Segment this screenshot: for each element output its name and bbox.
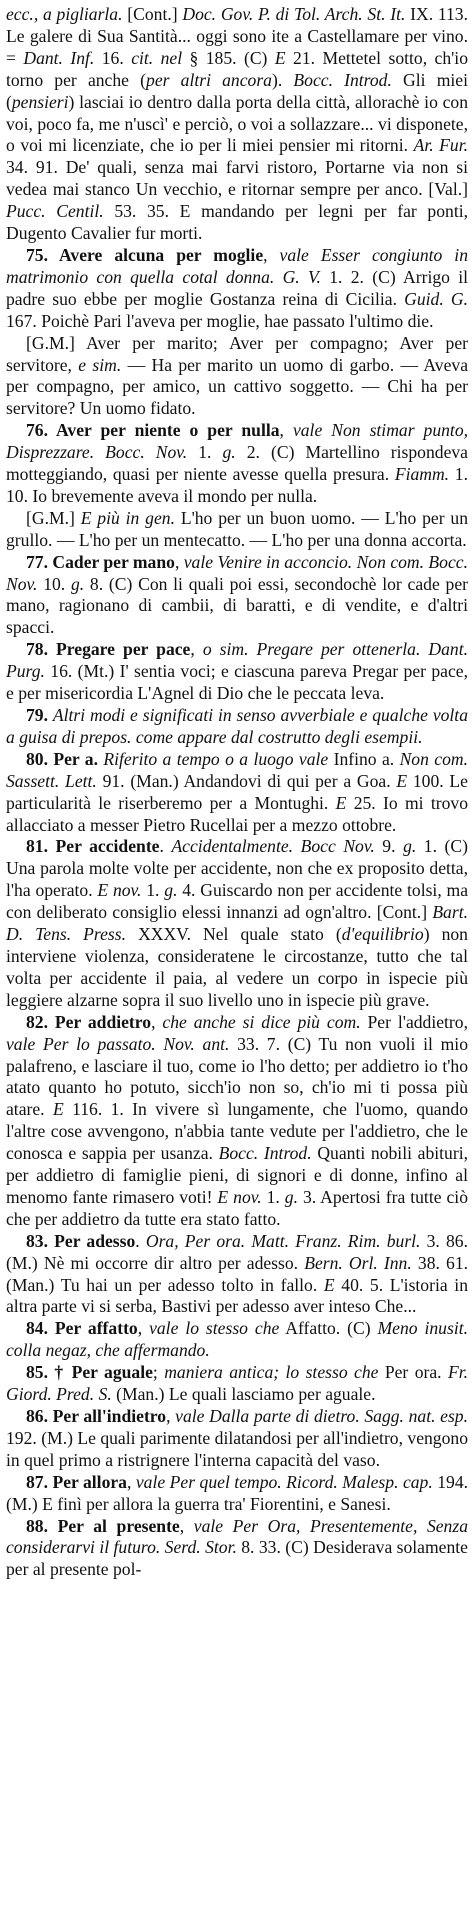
dictionary-entry — [6, 508, 468, 552]
entry-text: 1. 2. (C) Arrigo il padre suo ebbe per moglie Gostanza reina di Cicilia. — [6, 266, 469, 309]
entry-text: 1. — [141, 880, 165, 901]
italic-text: Meno inusit. colla negaz, che affermando. — [6, 1318, 468, 1361]
entry-text: 9. — [374, 836, 404, 857]
dictionary-entry — [6, 1318, 468, 1362]
entry-text: . — [135, 1230, 146, 1251]
entry-text: [Cont.] — [122, 4, 183, 24]
italic-text: vale lo stesso che — [149, 1318, 280, 1339]
entry-headword: 85. † Per aguale — [26, 1362, 153, 1383]
dictionary-entry — [6, 245, 468, 333]
entry-text: Infino a. — [328, 748, 400, 769]
entry-text: 8. (C) Con li quali poi essi, secondochè lor cade per mano, ragionano di cambii, di baratti, e di vendite, e d'altri spacci. — [6, 573, 468, 638]
entry-headword: 77. Cader per mano — [26, 551, 175, 572]
entry-text: 16. (Mt.) I' sentia voci; e ciascuna pareva Pregar per pace, e per misericordia L'Agnel di Dio che le peccata leva. — [6, 661, 468, 704]
entry-text: 1. (C) Una parola molte volte per accidente, non che ex proposito detta, l'ha operato. — [6, 836, 469, 901]
italic-text: vale Non stimar punto, Disprezzare. Bocc. Nov. — [6, 420, 469, 463]
entries-column — [6, 4, 468, 1581]
entry-text: . — [159, 836, 172, 857]
dictionary-entry — [6, 1362, 468, 1406]
entry-text: , — [151, 1011, 163, 1032]
dictionary-entry — [6, 420, 468, 508]
italic-text: E nov. — [97, 880, 142, 901]
italic-text: per altri ancora — [146, 69, 272, 90]
entry-headword: 78. Pregare per pace — [26, 639, 191, 660]
entry-text: 53. 35. E mandando per legni per far ponti, Dugento Cavalier fur morti. — [6, 201, 468, 244]
italic-text: vale Per Ora, Presentemente, Senza considerarvi il futuro. Serd. Stor. — [6, 1515, 469, 1558]
entry-headword: 87. Per allora — [26, 1471, 127, 1492]
italic-text: vale Per quel tempo. Ricord. Malesp. cap. — [135, 1471, 433, 1492]
entry-text: , — [137, 1318, 150, 1339]
entry-text: ) lasciai io dentro dalla porta della città, allorachè io con voi, poco fa, me n'uscì' e perciò, o voi a sollazzare... vi disponete, o voi mi licenziate, che io per li miei pensier mi ritorni. — [6, 91, 468, 156]
italic-text: Altri modi e significati in senso avverbiale e qualche volta a guisa di prepos. come appare dal costrutto degli esempii. — [6, 705, 468, 747]
italic-text: g. — [403, 836, 417, 857]
entry-text: XXXV. Nel quale stato ( — [126, 924, 342, 945]
entry-headword: 75. Avere alcuna per moglie — [26, 244, 264, 265]
entry-headword: 88. Per al presente — [26, 1515, 180, 1536]
dictionary-entry — [6, 749, 468, 837]
italic-text: vale Per lo passato. Nov. ant. — [6, 1033, 230, 1054]
entry-text: 3. 86. (M.) Nè mi occorre dir altro per adesso. — [6, 1230, 468, 1273]
italic-text: Fiamm. — [394, 464, 450, 485]
entry-text: 34. 91. De' quali, senza mai farvi ristoro, Portarne via non si vedea mai stanco Un vecchio, e ritornar sempre per anco. [Val.] — [6, 157, 468, 200]
entry-text: , — [174, 551, 184, 572]
italic-text: Bart. D. Tens. Press. — [6, 902, 468, 945]
italic-text: Doc. Gov. P. di Tol. Arch. St. It. — [182, 4, 406, 24]
entry-text: , — [126, 1471, 136, 1492]
italic-text: Bocc. Introd. — [218, 1143, 312, 1164]
entry-text: 33. 7. (C) Tu non vuoli il mio palafreno, e lasciare il tuo, come io l'ho detto; per addietro io t'ho atato quanto ho potuto, sicch'io non so, ch'io mi ti possa più atare. — [6, 1033, 468, 1120]
italic-text: d'equilibrio — [341, 924, 424, 945]
entry-text: Per ora. — [378, 1362, 448, 1383]
entry-text: , — [279, 420, 293, 441]
entry-text: , — [190, 639, 203, 660]
italic-text: g. — [70, 573, 85, 594]
entry-text: ). — [271, 69, 294, 90]
entry-text: 2. (C) Martellino rispondeva motteggiando, quasi per niente avesse quella presura. — [6, 442, 468, 485]
entry-text: 1. 10. Io brevemente aveva il mondo per nulla. — [6, 464, 469, 506]
italic-text: E più in gen. — [80, 507, 175, 528]
entry-text: 116. 1. In vivere sì lungamente, che l'uomo, quando l'altre cose avvengono, n'abbia tante vedute per l'addietro, che le conosca e sappia per usanza. — [6, 1099, 468, 1164]
italic-text: Dant. Inf. — [23, 47, 95, 68]
entry-text: 25. Io mi trovo allacciato a messer Pietro Rucellai per a mezzo ottobre. — [6, 792, 469, 835]
entry-text: [G.M.] Aver per marito; Aver per compagno; Aver per servitore, — [6, 332, 468, 375]
italic-text: E nov. — [217, 1186, 262, 1207]
entry-text: 40. 5. L'istoria in altra parte vi si serba, Bastivi per adesso aver inteso Che... — [6, 1274, 468, 1317]
entry-headword: 83. Per adesso — [26, 1230, 136, 1251]
italic-text: pensieri — [11, 91, 69, 112]
italic-text: vale Esser congiunto in matrimonio con quella cotal donna. G. V. — [6, 244, 468, 287]
italic-text: Riferito a tempo o a luogo vale — [103, 748, 329, 769]
dictionary-entry — [6, 1516, 468, 1582]
italic-text: g. — [222, 442, 236, 463]
entry-text: 194. (M.) E finì per allora la guerra tra' Fiorentini, e Sanesi. — [6, 1471, 469, 1514]
entry-text: 167. Poichè Pari l'aveva per moglie, hae passato l'ultimo die. — [6, 310, 434, 331]
italic-text: Ar. Fur. — [413, 135, 469, 156]
italic-text: Ora, Per ora. Matt. Franz. Rim. burl. — [145, 1230, 421, 1251]
entry-text: 192. (M.) Le quali parimente dilatandosi per all'indietro, vengono in quel primo a ristrignere l'interna capacità del vaso. — [6, 1427, 468, 1470]
entry-text: 1. — [261, 1186, 285, 1207]
italic-text: g. — [284, 1186, 298, 1207]
entry-headword: 80. Per a. — [26, 748, 98, 769]
entry-headword: 86. Per all'indietro — [26, 1406, 167, 1426]
dictionary-entry — [6, 1472, 468, 1516]
entry-text: (Man.) Le quali lasciamo per aguale. — [111, 1384, 376, 1405]
dictionary-entry — [6, 705, 468, 749]
italic-text: vale Venire in acconcio. Non com. Bocc. Nov. — [6, 551, 468, 594]
dictionary-entry — [6, 1406, 468, 1472]
italic-text: Pucc. Centil. — [6, 201, 104, 222]
entry-text: 10. — [37, 573, 71, 594]
entry-text: [G.M.] — [26, 507, 81, 528]
italic-text: E — [52, 1099, 64, 1120]
entry-text: Gli miei ( — [6, 69, 468, 112]
dictionary-entry — [6, 4, 468, 245]
entry-text: Quanti nobili abituri, per addietro di famiglie pieni, di signori e di donne, infino al menomo fante rimasero voti! — [6, 1143, 468, 1207]
entry-text: , — [263, 244, 280, 265]
entry-headword: 79. — [26, 705, 48, 725]
italic-text: E — [396, 770, 408, 791]
entry-text: 3. Apertosi fra tutte ciò che per addietro da tutte era stato fatto. — [6, 1186, 468, 1229]
entry-text: 100. Le particularità le riserberemo per a Montughi. — [6, 770, 468, 813]
entry-text: § 185. (C) — [182, 47, 275, 68]
italic-text: Bocc. Introd. — [293, 69, 392, 90]
entry-text: ) non interviene violenza, consideratene le circostanze, tutto che tal volta per accidente il paia, al vedere un corpo in ispecie più leggiere alzarne sopra il suo livello uno in ispecie più grave. — [6, 924, 468, 1010]
entry-headword: 82. Per addietro — [26, 1011, 152, 1032]
entry-text: 21. Mettetel sotto, ch'io torno per anche ( — [6, 47, 468, 90]
entry-text: Affatto. (C) — [279, 1318, 378, 1339]
italic-text: o sim. Pregare per ottenerla. Dant. Purg. — [6, 639, 469, 682]
entry-text: 38. 61. (Man.) Tu hai un per adesso tolto in fallo. — [6, 1252, 469, 1295]
entry-headword: 81. Per accidente — [26, 836, 160, 857]
dictionary-entry — [6, 1012, 468, 1231]
italic-text: Non com. Sassett. Lett. — [6, 748, 468, 791]
italic-text: E — [323, 1274, 335, 1295]
italic-text: cit. nel — [131, 47, 183, 68]
italic-text: ecc., a pigliarla. — [6, 4, 123, 24]
italic-text: che anche si dice più com. — [162, 1011, 361, 1032]
italic-text: Accidentalmente. Bocc Nov. — [171, 836, 375, 857]
entry-text: 1. — [187, 442, 223, 463]
dictionary-entry — [6, 1231, 468, 1319]
dictionary-entry — [6, 333, 468, 421]
entry-text: Per l'addietro, — [360, 1011, 468, 1032]
italic-text: Guid. G. — [404, 288, 468, 309]
entry-text: L'ho per un buon uomo. — L'ho per un grullo. — L'ho per un mentecatto. — L'ho per una donna accorta. — [6, 507, 468, 550]
italic-text: e sim. — [78, 354, 122, 375]
entry-text: , — [179, 1515, 194, 1536]
italic-text: E — [335, 792, 347, 813]
dictionary-entry — [6, 836, 468, 1011]
italic-text: g. — [164, 880, 178, 901]
italic-text: vale Dalla parte di dietro. Sagg. nat. esp. — [175, 1406, 468, 1426]
entry-text: , — [166, 1406, 176, 1426]
italic-text: E — [274, 47, 286, 68]
entry-headword: 84. Per affatto — [26, 1318, 138, 1339]
entry-text: ; — [152, 1362, 165, 1383]
entry-text: 8. 33. (C) Desiderava solamente per al presente pol- — [6, 1537, 468, 1580]
entry-text: IX. 113. Le galere di Sua Santità... oggi sono ite a Castellamare per vino. = — [6, 4, 468, 68]
dictionary-entry — [6, 552, 468, 640]
italic-text: maniera antica; lo stesso che — [164, 1362, 379, 1383]
entry-text: 4. Guiscardo non per accidente tolsi, ma con deliberato consiglio elessi innanzi ad ogn'altro. [Cont.] — [6, 880, 469, 923]
dictionary-entry — [6, 639, 468, 705]
entry-headword: 76. Aver per niente o per nulla — [26, 420, 280, 441]
italic-text: Fr. Giord. Pred. S. — [6, 1362, 469, 1405]
entry-text: — Ha per marito un uomo di garbo. — Aveva per compagno, per amico, un cattivo soggetto. — Chi ha per servitore? Un uomo fidato. — [6, 354, 468, 419]
italic-text: Bern. Orl. Inn. — [304, 1252, 412, 1273]
entry-text: 91. (Man.) Andandovi di qui per a Goa. — [96, 770, 397, 791]
entry-text: 16. — [94, 47, 132, 68]
